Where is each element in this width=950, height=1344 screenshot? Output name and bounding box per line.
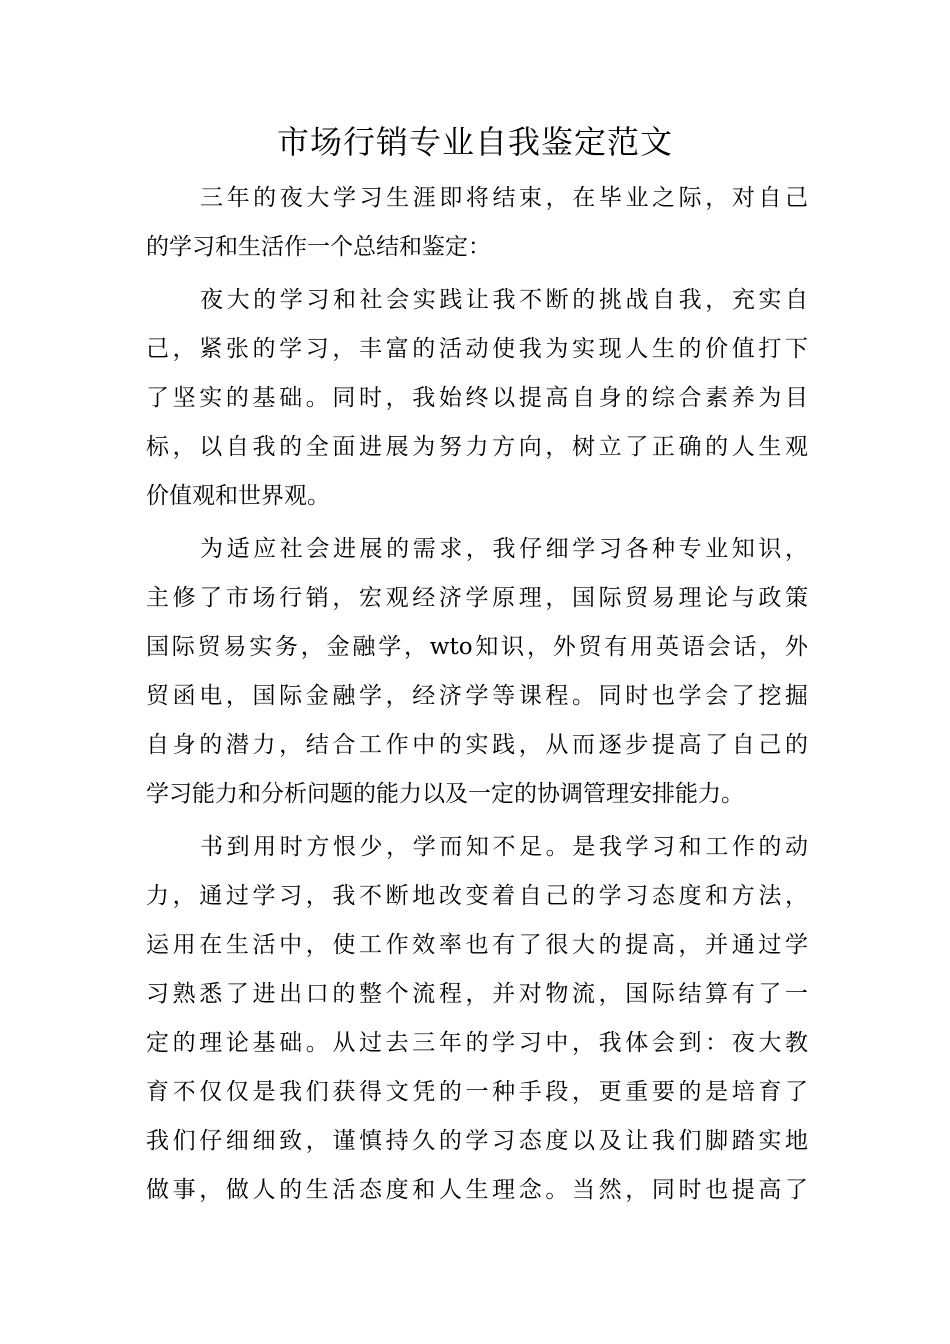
text-line: 主修了市场行销，宏观经济学原理，国际贸易理论与政策 (146, 585, 808, 611)
text-line: 己，紧张的学习，丰富的活动使我为实现人生的价值打下 (146, 336, 808, 362)
text-line: 价值观和世界观。 (146, 483, 330, 509)
text-line: 力，通过学习，我不断地改变着自己的学习态度和方法， (146, 883, 808, 909)
text-line: 三年的夜大学习生涯即将结束，在毕业之际，对自己 (200, 185, 808, 211)
text-line: 学习能力和分析问题的能力以及一定的协调管理安排能力。 (146, 781, 744, 807)
text-line: 自身的潜力，结合工作中的实践，从而逐步提高了自己的 (146, 732, 808, 758)
text-line: 的学习和生活作一个总结和鉴定： (146, 234, 491, 260)
text-line: 运用在生活中，使工作效率也有了很大的提高，并通过学 (146, 932, 808, 958)
text-line: 定的理论基础。从过去三年的学习中，我体会到：夜大教 (146, 1030, 808, 1056)
text-line: 我们仔细细致，谨慎持久的学习态度以及让我们脚踏实地 (146, 1128, 808, 1154)
text-line: 国际贸易实务，金融学，wto知识，外贸有用英语会话，外 (146, 634, 808, 660)
text-line: 贸函电，国际金融学，经济学等课程。同时也学会了挖掘 (146, 683, 808, 709)
text-line: 为适应社会进展的需求，我仔细学习各种专业知识， (200, 536, 808, 562)
text-line: 夜大的学习和社会实践让我不断的挑战自我，充实自 (200, 287, 808, 313)
text-line: 习熟悉了进出口的整个流程，并对物流，国际结算有了一 (146, 981, 808, 1007)
text-line: 书到用时方恨少，学而知不足。是我学习和工作的动 (200, 834, 808, 860)
text-line: 标，以自我的全面进展为努力方向，树立了正确的人生观 (146, 434, 808, 460)
document-title: 市场行销专业自我鉴定范文 (276, 123, 673, 161)
text-line: 了坚实的基础。同时，我始终以提高自身的综合素养为目 (146, 385, 808, 411)
text-line: 做事，做人的生活态度和人生理念。当然，同时也提高了 (146, 1177, 808, 1203)
text-line: 育不仅仅是我们获得文凭的一种手段，更重要的是培育了 (146, 1079, 808, 1105)
